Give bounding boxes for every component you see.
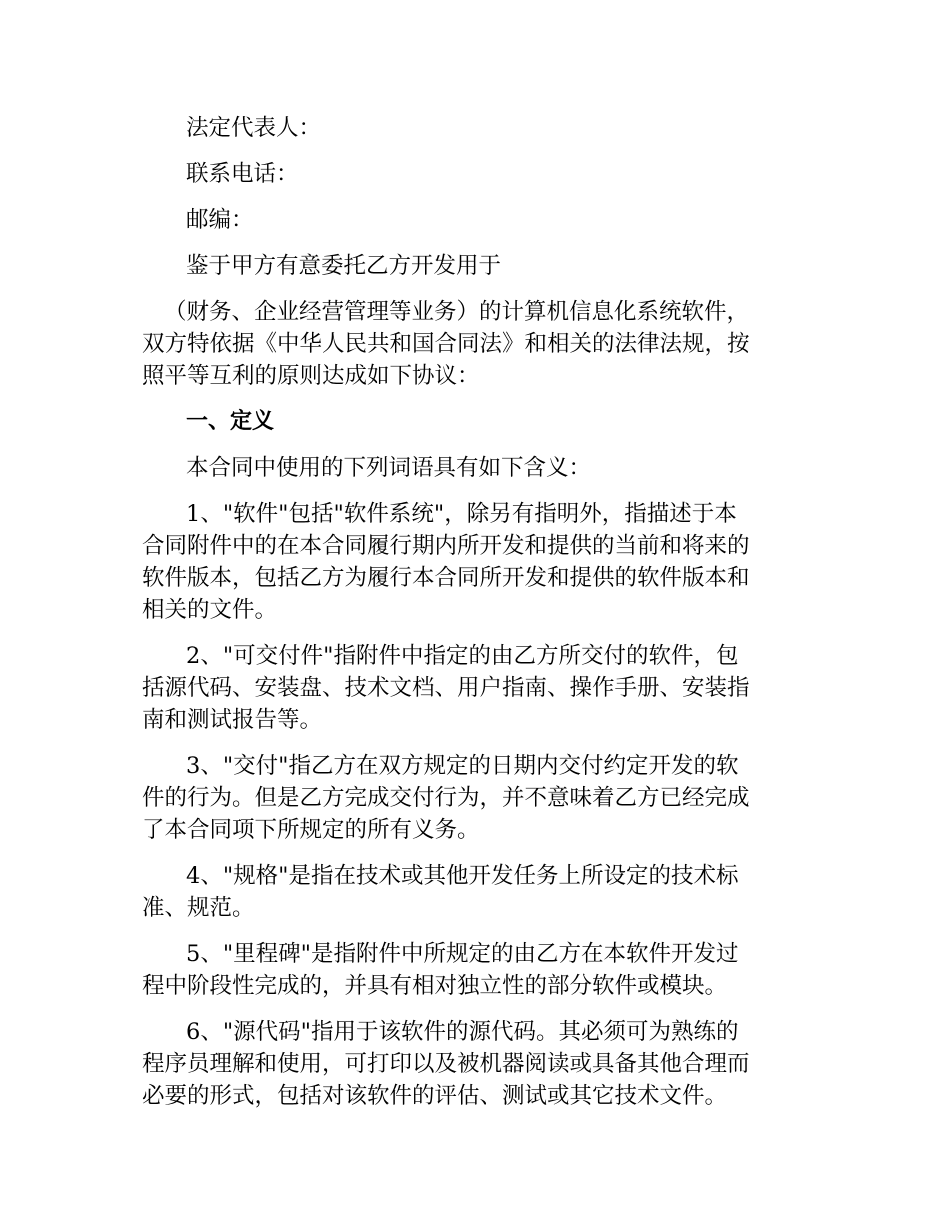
definition-4-line-2: 准、规范。: [142, 895, 255, 921]
definition-1-line-2: 合同附件中的在本合同履行期内所开发和提供的当前和将来的: [142, 533, 750, 559]
definitions-intro: 本合同中使用的下列词语具有如下含义：: [186, 455, 592, 481]
legal-representative-field: 法定代表人：: [186, 115, 322, 141]
intro-line-1: （财务、企业经营管理等业务）的计算机信息化系统软件，: [164, 299, 750, 325]
definition-5-line-2: 程中阶段性完成的，并具有相对独立性的部分软件或模块。: [142, 973, 728, 999]
section-heading-definitions: 一、定义: [186, 409, 275, 434]
intro-line-3: 照平等互利的原则达成如下协议：: [142, 363, 480, 389]
definition-2-line-3: 南和测试报告等。: [142, 707, 323, 733]
definition-3-line-2: 件的行为。但是乙方完成交付行为，并不意味着乙方已经完成: [142, 785, 750, 811]
definition-6-line-3: 必要的形式，包括对该软件的评估、测试或其它技术文件。: [142, 1083, 728, 1109]
definition-3: [142, 750, 818, 846]
document-page: [142, 112, 818, 1126]
definition-1: [142, 498, 818, 626]
intro-line-2: 双方特依据《中华人民共和国合同法》和相关的法律法规，按: [142, 331, 750, 357]
definition-4-line-1: 4、"规格"是指在技术或其他开发任务上所设定的技术标: [186, 863, 739, 889]
definition-1-line-4: 相关的文件。: [142, 597, 278, 623]
definition-2: [142, 640, 818, 736]
intro-paragraph-2: [142, 296, 818, 392]
postcode-field: 邮编：: [186, 207, 254, 233]
definition-6-line-2: 程序员理解和使用，可打印以及被机器阅读或具备其他合理而: [142, 1051, 750, 1077]
intro-paragraph-1: 鉴于甲方有意委托乙方开发用于: [186, 253, 502, 279]
definition-4: [142, 860, 818, 924]
definition-5: [142, 938, 818, 1002]
contact-phone-field: 联系电话：: [186, 161, 299, 187]
definition-1-line-1: 1、"软件"包括"软件系统"，除另有指明外，指描述于本: [186, 501, 737, 527]
definition-6-line-1: 6、"源代码"指用于该软件的源代码。其必须可为熟练的: [186, 1019, 739, 1045]
definition-2-line-2: 括源代码、安装盘、技术文档、用户指南、操作手册、安装指: [142, 675, 750, 701]
definition-6: [142, 1016, 818, 1112]
definition-1-line-3: 软件版本，包括乙方为履行本合同所开发和提供的软件版本和: [142, 565, 750, 591]
definition-2-line-1: 2、"可交付件"指附件中指定的由乙方所交付的软件，包: [186, 643, 739, 669]
definition-3-line-1: 3、"交付"指乙方在双方规定的日期内交付约定开发的软: [186, 753, 739, 779]
definition-5-line-1: 5、"里程碑"是指附件中所规定的由乙方在本软件开发过: [186, 941, 739, 967]
definition-3-line-3: 了本合同项下所规定的所有义务。: [142, 817, 480, 843]
